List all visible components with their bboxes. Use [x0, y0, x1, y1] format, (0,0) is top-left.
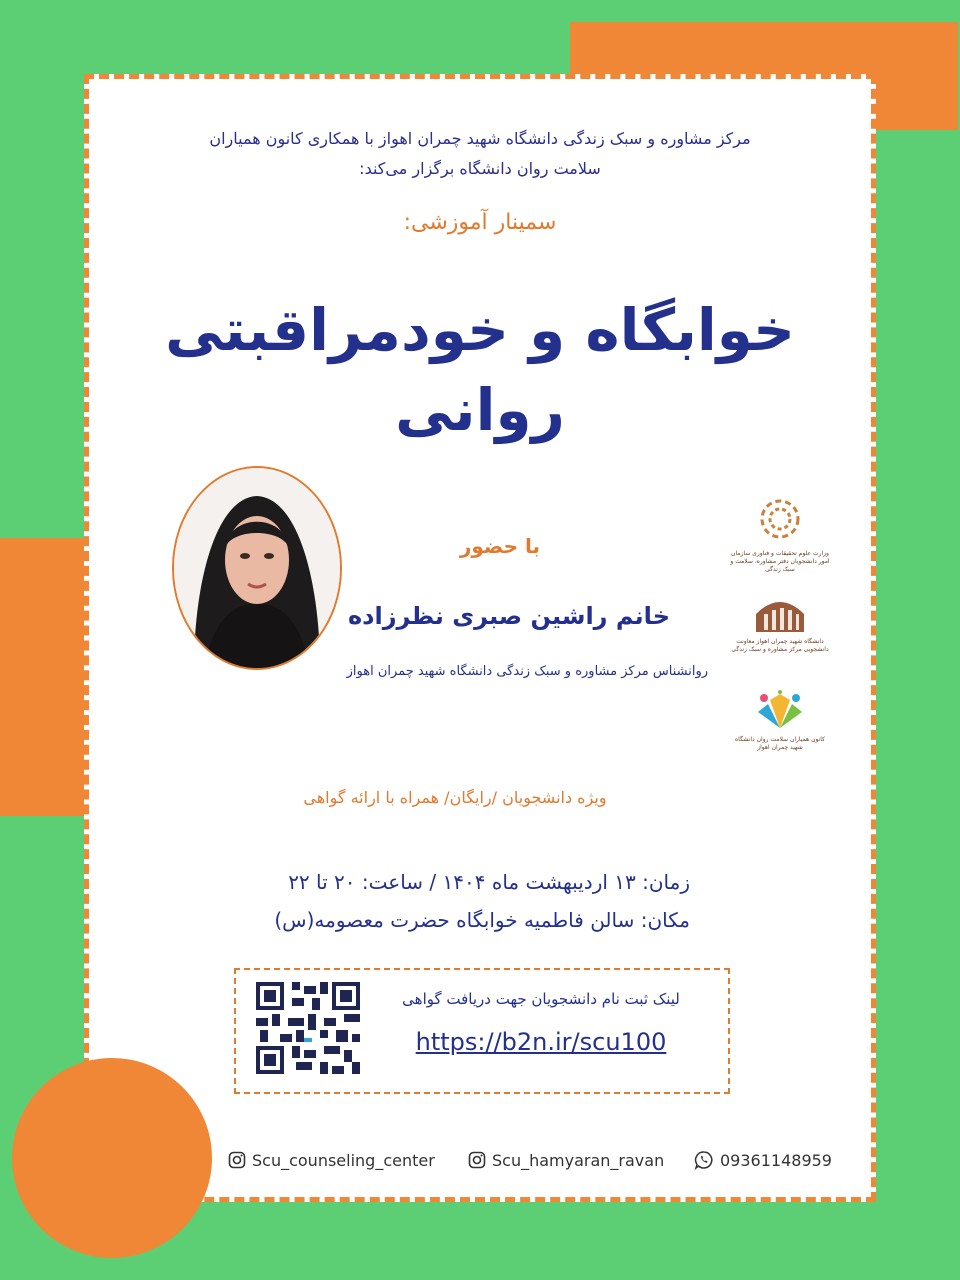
instagram-icon [228, 1151, 246, 1169]
ministry-logo [730, 492, 830, 574]
phone-number: 09361148959 [720, 1150, 832, 1170]
association-logo-text: کانون همیاران سلامت روان دانشگاه شهید چمران اهواز [735, 736, 825, 751]
seminar-label: سمینار آموزشی: [403, 210, 557, 235]
association-logo [730, 690, 830, 752]
speaker-portrait-icon [174, 468, 340, 668]
offer-text: ویژه دانشجویان /رایگان/ همراه با ارائه گواهی [303, 788, 607, 807]
intro-text [180, 124, 780, 184]
university-logo-icon [750, 594, 810, 634]
event-time: زمان: ۱۳ اردیبهشت ماه ۱۴۰۴ / ساعت: ۲۰ تا ۲۲ [288, 870, 690, 894]
footer-phone[interactable] [694, 1148, 832, 1172]
registration-link[interactable]: https://b2n.ir/scu100 [415, 1028, 667, 1056]
seminar-title: خوابگاه و خودمراقبتی روانی [165, 296, 795, 444]
event-place: مکان: سالن فاطمیه خوابگاه حضرت معصومه(س) [274, 908, 690, 932]
whatsapp-phone-icon [694, 1150, 714, 1170]
ministry-logo-text: وزارت علوم تحقیقات و فناوری سازمان امور دانشجویان دفتر مشاوره، سلامت و سبک زندگی [730, 550, 830, 573]
decorative-orange-strip [0, 538, 92, 816]
instagram-handle-2: Scu_hamyaran_ravan [492, 1150, 665, 1170]
intro-line-2: سلامت روان دانشگاه برگزار می‌کند: [359, 159, 601, 178]
ministry-logo-icon [753, 492, 807, 546]
speaker-name: خانم راشین صبری نظرزاده [347, 602, 670, 630]
presence-label: با حضور [459, 534, 540, 558]
registration-box [234, 968, 730, 1094]
university-logo-text: دانشگاه شهید چمران اهواز معاونت دانشجویی مرکز مشاوره و سبک زندگی [731, 638, 829, 653]
footer-instagram-1[interactable] [228, 1148, 435, 1172]
decorative-orange-circle [12, 1058, 212, 1258]
association-logo-icon [750, 690, 810, 732]
qr-code-icon [256, 982, 360, 1074]
university-logo [730, 594, 830, 654]
instagram-handle-1: Scu_counseling_center [252, 1150, 435, 1170]
registration-text: لینک ثبت نام دانشجویان جهت دریافت گواهی [402, 990, 680, 1008]
intro-line-1: مرکز مشاوره و سبک زندگی دانشگاه شهید چمران اهواز با همکاری کانون همیاران [209, 129, 751, 148]
qr-code[interactable] [256, 982, 360, 1074]
speaker-role: روانشناس مرکز مشاوره و سبک زندگی دانشگاه شهید چمران اهواز [346, 664, 708, 679]
instagram-icon [468, 1151, 486, 1169]
footer-instagram-2[interactable] [468, 1148, 664, 1172]
speaker-photo [172, 466, 342, 670]
